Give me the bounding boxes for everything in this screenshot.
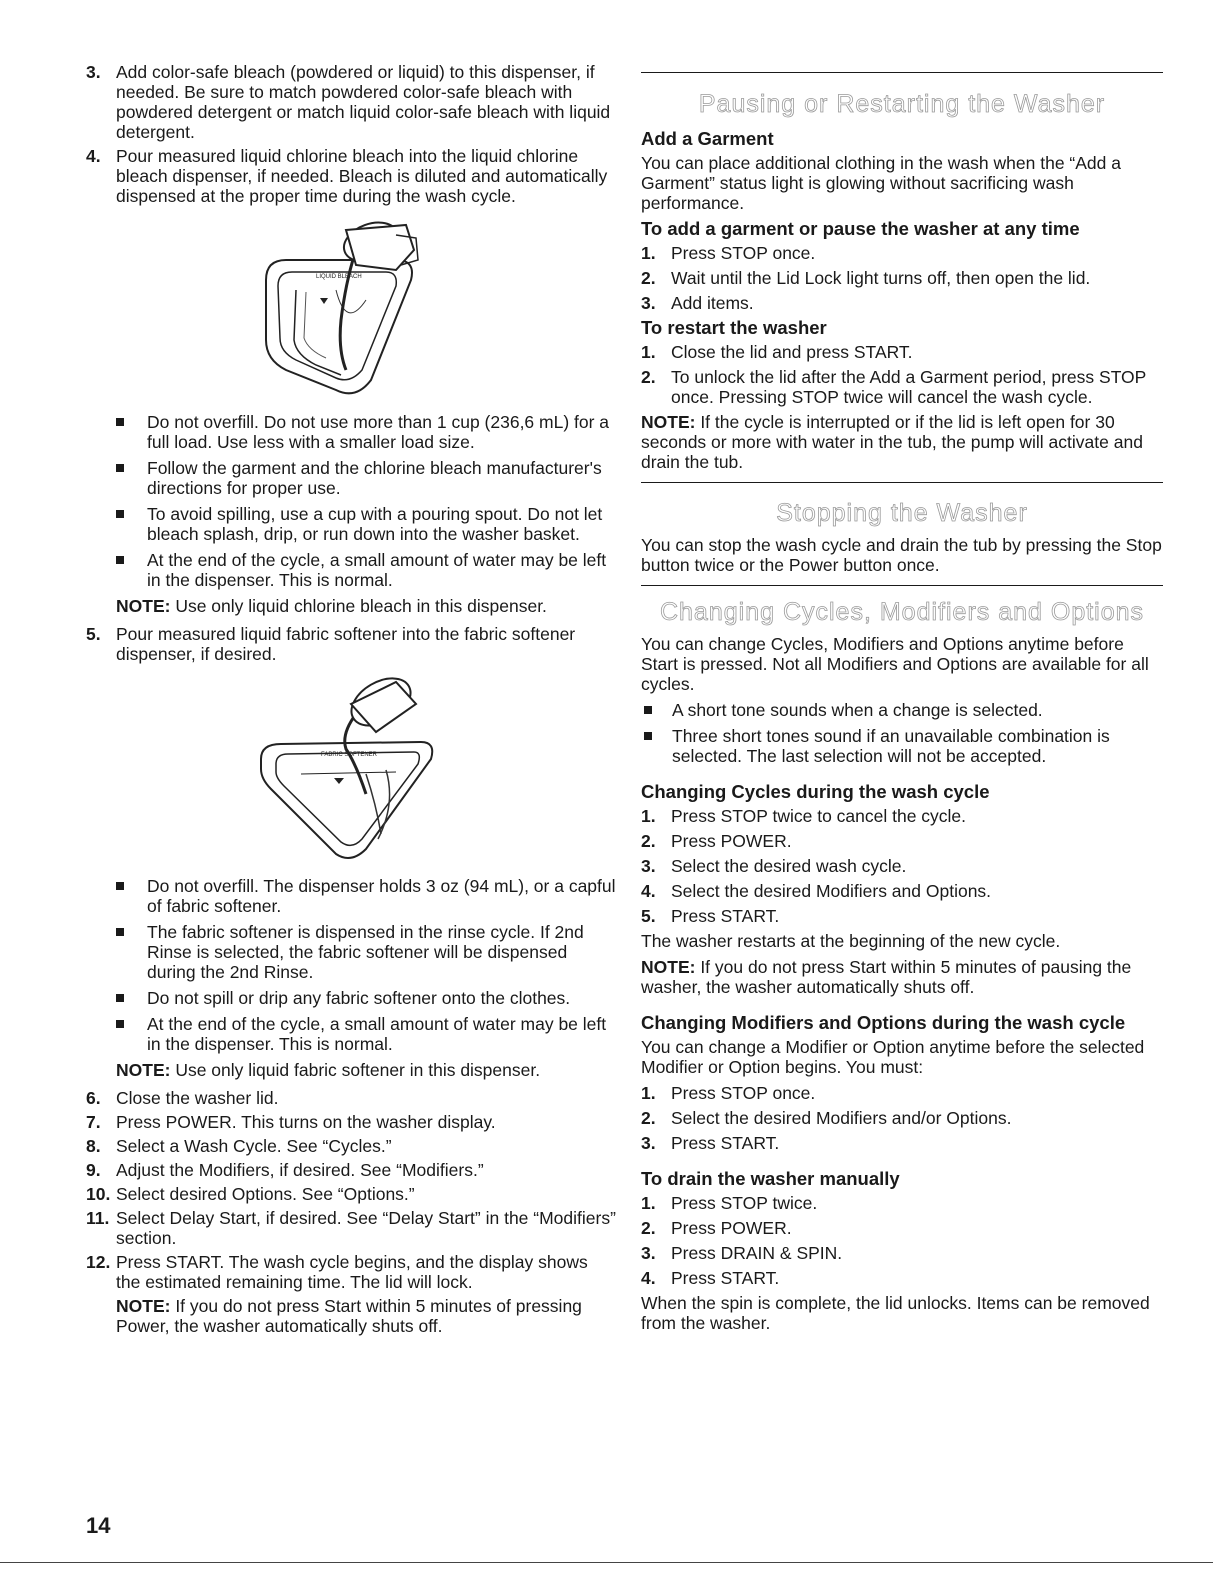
page-number: 14 [86,1513,111,1538]
add-garment-heading: Add a Garment [641,128,774,149]
bullet-square-icon [116,510,124,518]
bleach-bullet: At the end of the cycle, a small amount of water may be left in the dispenser. This is normal. [86,550,616,590]
cycles-step: 4. Select the desired Modifiers and Options. [641,881,992,901]
softener-bullet: The fabric softener is dispensed in the rinse cycle. If 2nd Rinse is selected, the fabric softener will be dispensed during the 2nd Rinse. [86,922,616,982]
drain-heading: To drain the washer manually [641,1168,900,1189]
bullet-square-icon [116,556,124,564]
cycles-heading: Changing Cycles during the wash cycle [641,781,990,802]
softener-bullet: At the end of the cycle, a small amount of water may be left in the dispenser. This is normal. [86,1014,616,1054]
drain-step: 3. Press DRAIN & SPIN. [641,1243,843,1263]
cycles-step: 1. Press STOP twice to cancel the cycle. [641,806,967,826]
drain-step: 2. Press POWER. [641,1218,792,1238]
cycles-step: 3. Select the desired wash cycle. [641,856,907,876]
step-11: 11. Select Delay Start, if desired. See “Delay Start” in the “Modifiers” section. [86,1208,616,1248]
bleach-note: NOTE: Use only liquid chlorine bleach in this dispenser. [116,596,547,616]
bullet-square-icon [116,1020,124,1028]
page-bottom-rule [0,1562,1213,1563]
softener-dispenser-illustration [86,674,616,866]
power-note: NOTE: If you do not press Start within 5 minutes of pressing Power, the washer automatically shuts off. [116,1296,582,1336]
softener-note: NOTE: Use only liquid fabric softener in this dispenser. [116,1060,541,1080]
step-4: 4. Pour measured liquid chlorine bleach into the liquid chlorine bleach dispenser, if needed. Bleach is diluted and automatically dispensed at the proper time during the wash cycle. [86,146,608,206]
modifiers-text: You can change a Modifier or Option anytime before the selected Modifier or Option begins. You must: [641,1037,1145,1077]
bullet-square-icon [116,928,124,936]
add-garment-text: You can place additional clothing in the wash when the “Add a Garment” status light is glowing without sacrificing wash performance. [641,153,1121,213]
bleach-bullet: To avoid spilling, use a cup with a pouring spout. Do not let bleach splash, drip, or run down into the washer basket. [86,504,616,544]
softener-bullet: Do not overfill. The dispenser holds 3 oz (94 mL), or a capful of fabric softener. [86,876,616,916]
step-3: 3. Add color-safe bleach (powdered or liquid) to this dispenser, if needed. Be sure to match powdered color-safe bleach with powdered detergent or match liquid color-safe bleach with liquid detergent. [86,62,611,142]
cycles-note: NOTE: If you do not press Start within 5 minutes of pausing the washer, the washer automatically shuts off. [641,957,1132,997]
bleach-bullet: Do not overfill. Do not use more than 1 cup (236,6 mL) for a full load. Use less with a smaller load size. [86,412,616,452]
restart-step: 2. To unlock the lid after the Add a Garment period, press STOP once. Pressing STOP twice will cancel the wash cycle. [641,367,1147,407]
section-title-pausing: Pausing or Restarting the Washer [698,90,1106,118]
step-9: 9. Adjust the Modifiers, if desired. See “Modifiers.” [86,1160,484,1180]
left-column [86,62,616,1344]
bleach-pour-icon [246,220,446,402]
step-7: 7. Press POWER. This turns on the washer display. [86,1112,496,1132]
restart-step: 1. Close the lid and press START. [641,342,913,362]
softener-dispenser-label: FABRIC SOFTENER [321,752,378,758]
bullet-square-icon [116,464,124,472]
bullet-square-icon [116,418,124,426]
section-title-changing: Changing Cycles, Modifiers and Options [659,598,1145,626]
changing-bullet: A short tone sounds when a change is selected. [641,700,1163,720]
changing-bullet: Three short tones sound if an unavailable combination is selected. The last selection will not be accepted. [641,726,1163,766]
softener-pour-icon [246,674,446,866]
restart-heading: To restart the washer [641,317,827,338]
changing-text: You can change Cycles, Modifiers and Options anytime before Start is pressed. Not all Modifiers and Options are available for all cycles. [641,634,1149,694]
drain-step: 4. Press START. [641,1268,780,1288]
bleach-bullet: Follow the garment and the chlorine bleach manufacturer's directions for proper use. [86,458,616,498]
step-5: 5. Pour measured liquid fabric softener into the fabric softener dispenser, if desired. [86,624,576,664]
drain-step: 1. Press STOP twice. [641,1193,818,1213]
cycles-after-text: The washer restarts at the beginning of the new cycle. [641,931,1061,951]
softener-bullet: Do not spill or drip any fabric softener onto the clothes. [86,988,616,1008]
pause-heading: To add a garment or pause the washer at any time [641,218,1080,239]
bullet-square-icon [116,882,124,890]
cycles-step: 2. Press POWER. [641,831,792,851]
modifiers-step: 3. Press START. [641,1133,780,1153]
bullet-square-icon [644,706,652,714]
cycles-step: 5. Press START. [641,906,780,926]
step-10: 10. Select desired Options. See “Options.” [86,1184,415,1204]
modifiers-heading: Changing Modifiers and Options during the wash cycle [641,1012,1126,1033]
modifiers-step: 1. Press STOP once. [641,1083,816,1103]
bleach-dispenser-illustration [86,220,616,402]
bullet-square-icon [644,732,652,740]
step-8: 8. Select a Wash Cycle. See “Cycles.” [86,1136,392,1156]
right-column [641,66,1163,1339]
pause-step: 1. Press STOP once. [641,243,816,263]
bleach-dispenser-label: LIQUID BLEACH [316,274,362,280]
bullet-square-icon [116,994,124,1002]
stopping-text: You can stop the wash cycle and drain the tub by pressing the Stop button twice or the Power button once. [641,535,1162,575]
drain-after-text: When the spin is complete, the lid unlocks. Items can be removed from the washer. [641,1293,1150,1333]
step-6: 6. Close the washer lid. [86,1088,279,1108]
pause-step: 2. Wait until the Lid Lock light turns off, then open the lid. [641,268,1091,288]
restart-note: NOTE: If the cycle is interrupted or if the lid is left open for 30 seconds or more with water in the tub, the pump will activate and drain the tub. [641,412,1143,472]
step-12: 12. Press START. The wash cycle begins, and the display shows the estimated remaining time. The lid will lock. [86,1252,588,1292]
section-title-stopping: Stopping the Washer [776,499,1028,527]
pause-step: 3. Add items. [641,293,754,313]
modifiers-step: 2. Select the desired Modifiers and/or Options. [641,1108,1012,1128]
